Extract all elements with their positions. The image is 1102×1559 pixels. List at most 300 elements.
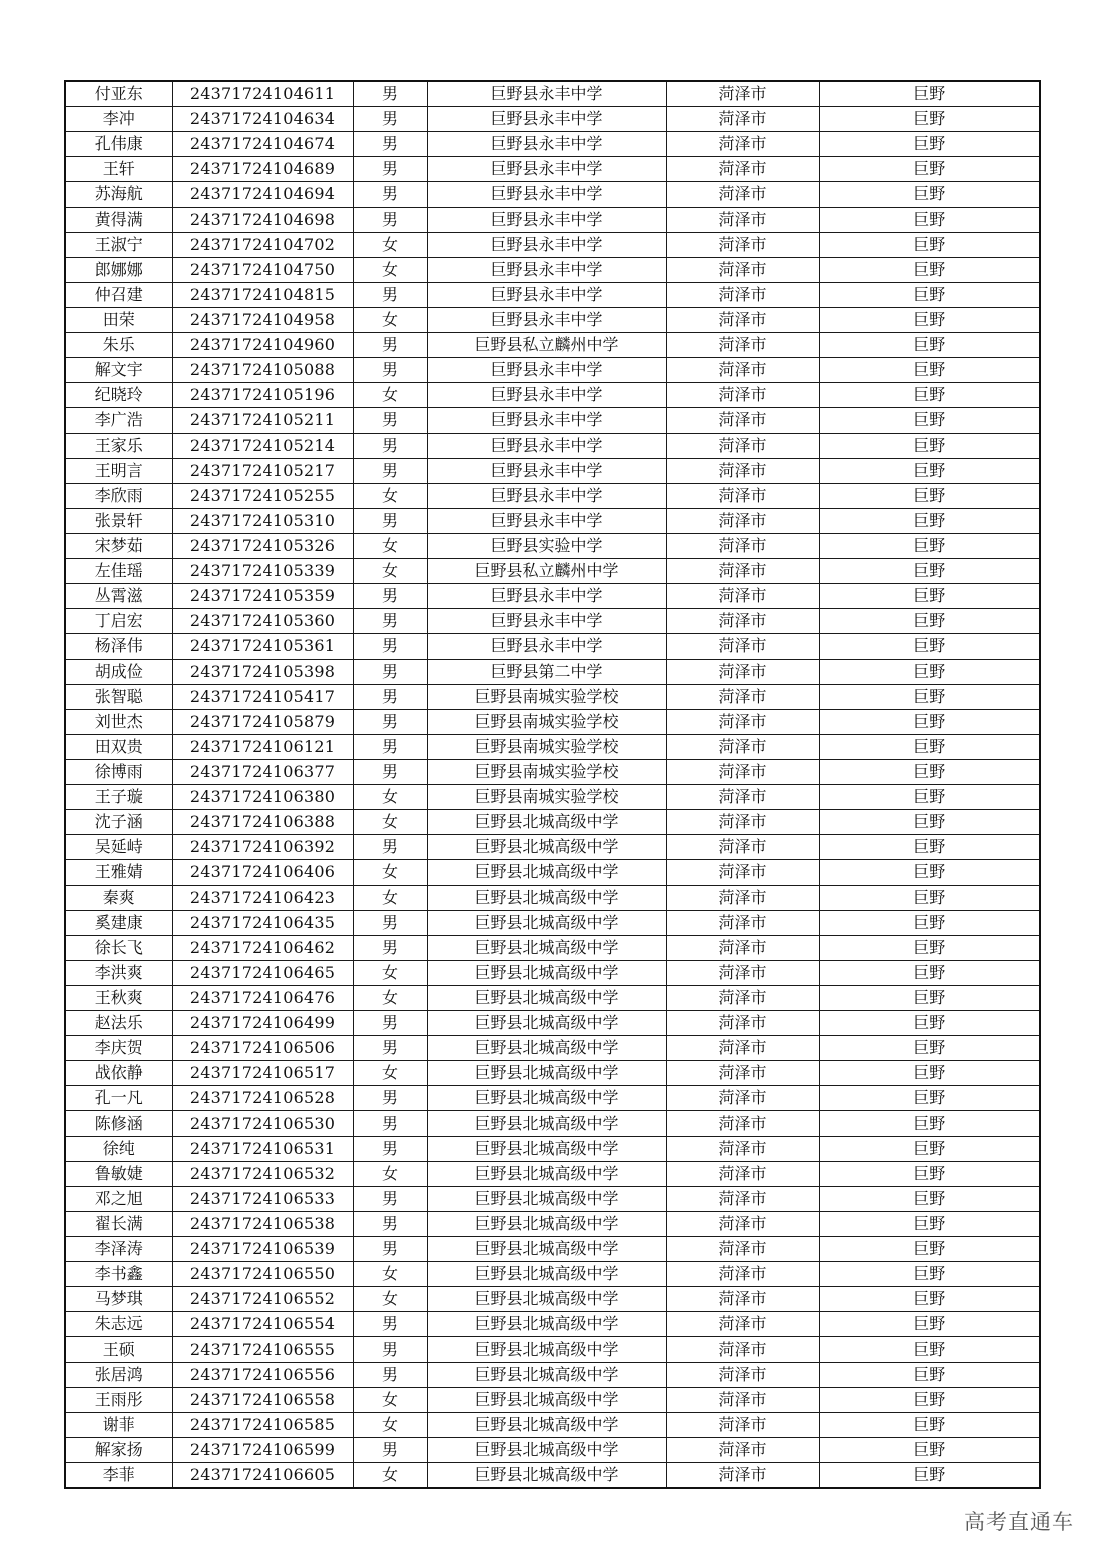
exam-number-cell: 24371724106517 [172, 1061, 353, 1086]
county-cell: 巨野 [819, 282, 1040, 307]
city-cell: 菏泽市 [666, 1387, 819, 1412]
gender-cell: 男 [353, 107, 427, 132]
student-name-cell: 田双贵 [65, 734, 172, 759]
gender-cell: 男 [353, 659, 427, 684]
student-name-cell: 杨泽伟 [65, 634, 172, 659]
county-cell: 巨野 [819, 81, 1040, 107]
gender-cell: 女 [353, 1161, 427, 1186]
gender-cell: 男 [353, 358, 427, 383]
city-cell: 菏泽市 [666, 1186, 819, 1211]
table-row [65, 860, 1040, 885]
student-name-cell: 仲召建 [65, 282, 172, 307]
school-name-cell: 巨野县永丰中学 [427, 132, 666, 157]
exam-number-cell: 24371724106555 [172, 1337, 353, 1362]
school-name-cell: 巨野县北城高级中学 [427, 1287, 666, 1312]
county-cell: 巨野 [819, 1061, 1040, 1086]
school-name-cell: 巨野县北城高级中学 [427, 1412, 666, 1437]
table-row [65, 1463, 1040, 1489]
student-name-cell: 胡成俭 [65, 659, 172, 684]
student-name-cell: 解文宇 [65, 358, 172, 383]
exam-number-cell: 24371724105196 [172, 383, 353, 408]
county-cell: 巨野 [819, 835, 1040, 860]
table-row [65, 910, 1040, 935]
roster-table-body [65, 81, 1040, 1488]
table-row [65, 1086, 1040, 1111]
student-name-cell: 左佳瑶 [65, 559, 172, 584]
county-cell: 巨野 [819, 132, 1040, 157]
student-name-cell: 马梦琪 [65, 1287, 172, 1312]
school-name-cell: 巨野县北城高级中学 [427, 1262, 666, 1287]
student-name-cell: 孔一凡 [65, 1086, 172, 1111]
table-row [65, 207, 1040, 232]
exam-number-cell: 24371724104674 [172, 132, 353, 157]
table-row [65, 684, 1040, 709]
school-name-cell: 巨野县北城高级中学 [427, 1011, 666, 1036]
city-cell: 菏泽市 [666, 1211, 819, 1236]
table-row [65, 157, 1040, 182]
gender-cell: 男 [353, 1237, 427, 1262]
student-name-cell: 李广浩 [65, 408, 172, 433]
gender-cell: 女 [353, 810, 427, 835]
county-cell: 巨野 [819, 307, 1040, 332]
student-name-cell: 丁启宏 [65, 609, 172, 634]
exam-number-cell: 24371724105217 [172, 458, 353, 483]
county-cell: 巨野 [819, 508, 1040, 533]
school-name-cell: 巨野县南城实验学校 [427, 759, 666, 784]
city-cell: 菏泽市 [666, 207, 819, 232]
school-name-cell: 巨野县北城高级中学 [427, 1111, 666, 1136]
county-cell: 巨野 [819, 257, 1040, 282]
exam-number-cell: 24371724106558 [172, 1387, 353, 1412]
city-cell: 菏泽市 [666, 257, 819, 282]
student-name-cell: 王轩 [65, 157, 172, 182]
county-cell: 巨野 [819, 1312, 1040, 1337]
gender-cell: 男 [353, 935, 427, 960]
exam-number-cell: 24371724105879 [172, 709, 353, 734]
table-row [65, 935, 1040, 960]
county-cell: 巨野 [819, 1211, 1040, 1236]
school-name-cell: 巨野县永丰中学 [427, 307, 666, 332]
city-cell: 菏泽市 [666, 1437, 819, 1462]
school-name-cell: 巨野县北城高级中学 [427, 835, 666, 860]
gender-cell: 女 [353, 1061, 427, 1086]
city-cell: 菏泽市 [666, 1412, 819, 1437]
table-row [65, 458, 1040, 483]
gender-cell: 男 [353, 81, 427, 107]
county-cell: 巨野 [819, 734, 1040, 759]
table-row [65, 282, 1040, 307]
exam-number-cell: 24371724105361 [172, 634, 353, 659]
county-cell: 巨野 [819, 584, 1040, 609]
city-cell: 菏泽市 [666, 1036, 819, 1061]
exam-number-cell: 24371724106392 [172, 835, 353, 860]
student-name-cell: 王明言 [65, 458, 172, 483]
student-name-cell: 李冲 [65, 107, 172, 132]
county-cell: 巨野 [819, 759, 1040, 784]
student-name-cell: 李洪爽 [65, 960, 172, 985]
school-name-cell: 巨野县北城高级中学 [427, 1337, 666, 1362]
county-cell: 巨野 [819, 1186, 1040, 1211]
city-cell: 菏泽市 [666, 1086, 819, 1111]
county-cell: 巨野 [819, 1412, 1040, 1437]
school-name-cell: 巨野县北城高级中学 [427, 1463, 666, 1489]
student-name-cell: 徐纯 [65, 1136, 172, 1161]
gender-cell: 男 [353, 1211, 427, 1236]
exam-number-cell: 24371724106528 [172, 1086, 353, 1111]
school-name-cell: 巨野县北城高级中学 [427, 1211, 666, 1236]
exam-number-cell: 24371724106476 [172, 985, 353, 1010]
student-name-cell: 付亚东 [65, 81, 172, 107]
school-name-cell: 巨野县南城实验学校 [427, 734, 666, 759]
table-row [65, 659, 1040, 684]
exam-number-cell: 24371724104698 [172, 207, 353, 232]
county-cell: 巨野 [819, 960, 1040, 985]
student-name-cell: 宋梦茹 [65, 533, 172, 558]
exam-number-cell: 24371724104611 [172, 81, 353, 107]
table-row [65, 1111, 1040, 1136]
city-cell: 菏泽市 [666, 358, 819, 383]
table-row [65, 885, 1040, 910]
student-name-cell: 王硕 [65, 1337, 172, 1362]
county-cell: 巨野 [819, 1237, 1040, 1262]
exam-number-cell: 24371724106605 [172, 1463, 353, 1489]
county-cell: 巨野 [819, 483, 1040, 508]
city-cell: 菏泽市 [666, 935, 819, 960]
city-cell: 菏泽市 [666, 584, 819, 609]
table-row [65, 182, 1040, 207]
county-cell: 巨野 [819, 1287, 1040, 1312]
county-cell: 巨野 [819, 232, 1040, 257]
gender-cell: 女 [353, 885, 427, 910]
exam-number-cell: 24371724106499 [172, 1011, 353, 1036]
gender-cell: 男 [353, 1086, 427, 1111]
exam-number-cell: 24371724105214 [172, 433, 353, 458]
gender-cell: 男 [353, 1362, 427, 1387]
gender-cell: 男 [353, 1337, 427, 1362]
student-name-cell: 朱乐 [65, 333, 172, 358]
exam-number-cell: 24371724106556 [172, 1362, 353, 1387]
student-name-cell: 徐博雨 [65, 759, 172, 784]
county-cell: 巨野 [819, 1437, 1040, 1462]
student-name-cell: 张智聪 [65, 684, 172, 709]
student-name-cell: 李欣雨 [65, 483, 172, 508]
school-name-cell: 巨野县北城高级中学 [427, 960, 666, 985]
city-cell: 菏泽市 [666, 709, 819, 734]
exam-number-cell: 24371724105255 [172, 483, 353, 508]
city-cell: 菏泽市 [666, 810, 819, 835]
city-cell: 菏泽市 [666, 634, 819, 659]
gender-cell: 男 [353, 684, 427, 709]
gender-cell: 女 [353, 483, 427, 508]
exam-number-cell: 24371724105326 [172, 533, 353, 558]
school-name-cell: 巨野县南城实验学校 [427, 709, 666, 734]
gender-cell: 男 [353, 584, 427, 609]
student-name-cell: 王子璇 [65, 785, 172, 810]
table-row [65, 132, 1040, 157]
table-row [65, 1036, 1040, 1061]
school-name-cell: 巨野县永丰中学 [427, 81, 666, 107]
watermark-text: 高考直通车 [964, 1510, 1074, 1534]
exam-number-cell: 24371724106538 [172, 1211, 353, 1236]
student-name-cell: 李书鑫 [65, 1262, 172, 1287]
gender-cell: 男 [353, 1437, 427, 1462]
student-name-cell: 徐长飞 [65, 935, 172, 960]
school-name-cell: 巨野县永丰中学 [427, 408, 666, 433]
city-cell: 菏泽市 [666, 734, 819, 759]
school-name-cell: 巨野县北城高级中学 [427, 860, 666, 885]
city-cell: 菏泽市 [666, 759, 819, 784]
table-row [65, 1136, 1040, 1161]
county-cell: 巨野 [819, 1161, 1040, 1186]
student-name-cell: 苏海航 [65, 182, 172, 207]
table-row [65, 609, 1040, 634]
city-cell: 菏泽市 [666, 282, 819, 307]
student-name-cell: 李泽涛 [65, 1237, 172, 1262]
city-cell: 菏泽市 [666, 333, 819, 358]
exam-number-cell: 24371724106539 [172, 1237, 353, 1262]
student-name-cell: 田荣 [65, 307, 172, 332]
city-cell: 菏泽市 [666, 1061, 819, 1086]
table-row [65, 559, 1040, 584]
table-row [65, 107, 1040, 132]
city-cell: 菏泽市 [666, 132, 819, 157]
county-cell: 巨野 [819, 885, 1040, 910]
exam-number-cell: 24371724106532 [172, 1161, 353, 1186]
county-cell: 巨野 [819, 1362, 1040, 1387]
city-cell: 菏泽市 [666, 609, 819, 634]
city-cell: 菏泽市 [666, 1262, 819, 1287]
exam-number-cell: 24371724106550 [172, 1262, 353, 1287]
county-cell: 巨野 [819, 634, 1040, 659]
student-name-cell: 鲁敏婕 [65, 1161, 172, 1186]
city-cell: 菏泽市 [666, 458, 819, 483]
county-cell: 巨野 [819, 935, 1040, 960]
exam-number-cell: 24371724106585 [172, 1412, 353, 1437]
school-name-cell: 巨野县永丰中学 [427, 358, 666, 383]
city-cell: 菏泽市 [666, 860, 819, 885]
exam-number-cell: 24371724104702 [172, 232, 353, 257]
gender-cell: 女 [353, 533, 427, 558]
exam-number-cell: 24371724106435 [172, 910, 353, 935]
exam-number-cell: 24371724106406 [172, 860, 353, 885]
city-cell: 菏泽市 [666, 182, 819, 207]
city-cell: 菏泽市 [666, 1287, 819, 1312]
city-cell: 菏泽市 [666, 307, 819, 332]
school-name-cell: 巨野县北城高级中学 [427, 935, 666, 960]
school-name-cell: 巨野县永丰中学 [427, 483, 666, 508]
gender-cell: 女 [353, 383, 427, 408]
city-cell: 菏泽市 [666, 408, 819, 433]
city-cell: 菏泽市 [666, 985, 819, 1010]
table-row [65, 1387, 1040, 1412]
school-name-cell: 巨野县北城高级中学 [427, 985, 666, 1010]
table-row [65, 1337, 1040, 1362]
exam-number-cell: 24371724104689 [172, 157, 353, 182]
exam-number-cell: 24371724105417 [172, 684, 353, 709]
school-name-cell: 巨野县北城高级中学 [427, 1237, 666, 1262]
school-name-cell: 巨野县北城高级中学 [427, 1161, 666, 1186]
county-cell: 巨野 [819, 659, 1040, 684]
exam-number-cell: 24371724106552 [172, 1287, 353, 1312]
student-name-cell: 王秋爽 [65, 985, 172, 1010]
school-name-cell: 巨野县永丰中学 [427, 182, 666, 207]
student-name-cell: 刘世杰 [65, 709, 172, 734]
table-row [65, 835, 1040, 860]
gender-cell: 男 [353, 1136, 427, 1161]
table-row [65, 333, 1040, 358]
county-cell: 巨野 [819, 1036, 1040, 1061]
city-cell: 菏泽市 [666, 508, 819, 533]
exam-number-cell: 24371724106423 [172, 885, 353, 910]
school-name-cell: 巨野县北城高级中学 [427, 1036, 666, 1061]
student-name-cell: 谢菲 [65, 1412, 172, 1437]
school-name-cell: 巨野县永丰中学 [427, 458, 666, 483]
exam-number-cell: 24371724106377 [172, 759, 353, 784]
county-cell: 巨野 [819, 1111, 1040, 1136]
gender-cell: 男 [353, 433, 427, 458]
school-name-cell: 巨野县永丰中学 [427, 584, 666, 609]
school-name-cell: 巨野县私立麟州中学 [427, 333, 666, 358]
school-name-cell: 巨野县永丰中学 [427, 609, 666, 634]
table-row [65, 1437, 1040, 1462]
city-cell: 菏泽市 [666, 1237, 819, 1262]
exam-number-cell: 24371724106388 [172, 810, 353, 835]
school-name-cell: 巨野县实验中学 [427, 533, 666, 558]
table-row [65, 985, 1040, 1010]
gender-cell: 男 [353, 835, 427, 860]
city-cell: 菏泽市 [666, 383, 819, 408]
exam-number-cell: 24371724105310 [172, 508, 353, 533]
student-name-cell: 李庆贺 [65, 1036, 172, 1061]
table-row [65, 1412, 1040, 1437]
student-name-cell: 赵法乐 [65, 1011, 172, 1036]
student-name-cell: 纪晓玲 [65, 383, 172, 408]
school-name-cell: 巨野县第二中学 [427, 659, 666, 684]
gender-cell: 男 [353, 910, 427, 935]
county-cell: 巨野 [819, 1463, 1040, 1489]
exam-number-cell: 24371724106554 [172, 1312, 353, 1337]
school-name-cell: 巨野县北城高级中学 [427, 1387, 666, 1412]
school-name-cell: 巨野县私立麟州中学 [427, 559, 666, 584]
county-cell: 巨野 [819, 684, 1040, 709]
city-cell: 菏泽市 [666, 960, 819, 985]
table-row [65, 785, 1040, 810]
county-cell: 巨野 [819, 1011, 1040, 1036]
table-row [65, 960, 1040, 985]
city-cell: 菏泽市 [666, 910, 819, 935]
exam-number-cell: 24371724106462 [172, 935, 353, 960]
gender-cell: 男 [353, 634, 427, 659]
county-cell: 巨野 [819, 609, 1040, 634]
table-row [65, 383, 1040, 408]
school-name-cell: 巨野县永丰中学 [427, 508, 666, 533]
county-cell: 巨野 [819, 1262, 1040, 1287]
city-cell: 菏泽市 [666, 1136, 819, 1161]
student-name-cell: 张景轩 [65, 508, 172, 533]
student-name-cell: 王淑宁 [65, 232, 172, 257]
table-row [65, 1011, 1040, 1036]
student-name-cell: 黄得满 [65, 207, 172, 232]
table-row [65, 257, 1040, 282]
school-name-cell: 巨野县永丰中学 [427, 257, 666, 282]
student-name-cell: 翟长满 [65, 1211, 172, 1236]
gender-cell: 女 [353, 307, 427, 332]
school-name-cell: 巨野县永丰中学 [427, 157, 666, 182]
county-cell: 巨野 [819, 458, 1040, 483]
table-row [65, 709, 1040, 734]
school-name-cell: 巨野县南城实验学校 [427, 684, 666, 709]
table-row [65, 634, 1040, 659]
school-name-cell: 巨野县北城高级中学 [427, 1312, 666, 1337]
city-cell: 菏泽市 [666, 1161, 819, 1186]
gender-cell: 男 [353, 282, 427, 307]
county-cell: 巨野 [819, 182, 1040, 207]
exam-number-cell: 24371724105088 [172, 358, 353, 383]
gender-cell: 男 [353, 709, 427, 734]
school-name-cell: 巨野县永丰中学 [427, 634, 666, 659]
table-row [65, 1287, 1040, 1312]
exam-number-cell: 24371724106465 [172, 960, 353, 985]
exam-number-cell: 24371724106533 [172, 1186, 353, 1211]
exam-number-cell: 24371724105360 [172, 609, 353, 634]
gender-cell: 男 [353, 408, 427, 433]
gender-cell: 女 [353, 1412, 427, 1437]
school-name-cell: 巨野县永丰中学 [427, 433, 666, 458]
table-row [65, 81, 1040, 107]
county-cell: 巨野 [819, 433, 1040, 458]
county-cell: 巨野 [819, 1387, 1040, 1412]
county-cell: 巨野 [819, 358, 1040, 383]
table-row [65, 1161, 1040, 1186]
city-cell: 菏泽市 [666, 1111, 819, 1136]
county-cell: 巨野 [819, 383, 1040, 408]
exam-number-cell: 24371724104960 [172, 333, 353, 358]
table-row [65, 358, 1040, 383]
table-row [65, 1186, 1040, 1211]
gender-cell: 女 [353, 985, 427, 1010]
city-cell: 菏泽市 [666, 659, 819, 684]
exam-number-cell: 24371724104958 [172, 307, 353, 332]
table-row [65, 734, 1040, 759]
school-name-cell: 巨野县北城高级中学 [427, 1136, 666, 1161]
student-name-cell: 战依静 [65, 1061, 172, 1086]
county-cell: 巨野 [819, 985, 1040, 1010]
county-cell: 巨野 [819, 1086, 1040, 1111]
county-cell: 巨野 [819, 559, 1040, 584]
city-cell: 菏泽市 [666, 559, 819, 584]
student-name-cell: 解家扬 [65, 1437, 172, 1462]
exam-number-cell: 24371724106530 [172, 1111, 353, 1136]
school-name-cell: 巨野县永丰中学 [427, 207, 666, 232]
county-cell: 巨野 [819, 408, 1040, 433]
county-cell: 巨野 [819, 107, 1040, 132]
gender-cell: 男 [353, 508, 427, 533]
city-cell: 菏泽市 [666, 1337, 819, 1362]
table-row [65, 1061, 1040, 1086]
gender-cell: 男 [353, 759, 427, 784]
county-cell: 巨野 [819, 709, 1040, 734]
gender-cell: 女 [353, 232, 427, 257]
gender-cell: 男 [353, 132, 427, 157]
student-name-cell: 王家乐 [65, 433, 172, 458]
gender-cell: 女 [353, 1387, 427, 1412]
county-cell: 巨野 [819, 810, 1040, 835]
exam-number-cell: 24371724106599 [172, 1437, 353, 1462]
exam-number-cell: 24371724106121 [172, 734, 353, 759]
table-row [65, 584, 1040, 609]
gender-cell: 女 [353, 257, 427, 282]
student-name-cell: 张居鸿 [65, 1362, 172, 1387]
